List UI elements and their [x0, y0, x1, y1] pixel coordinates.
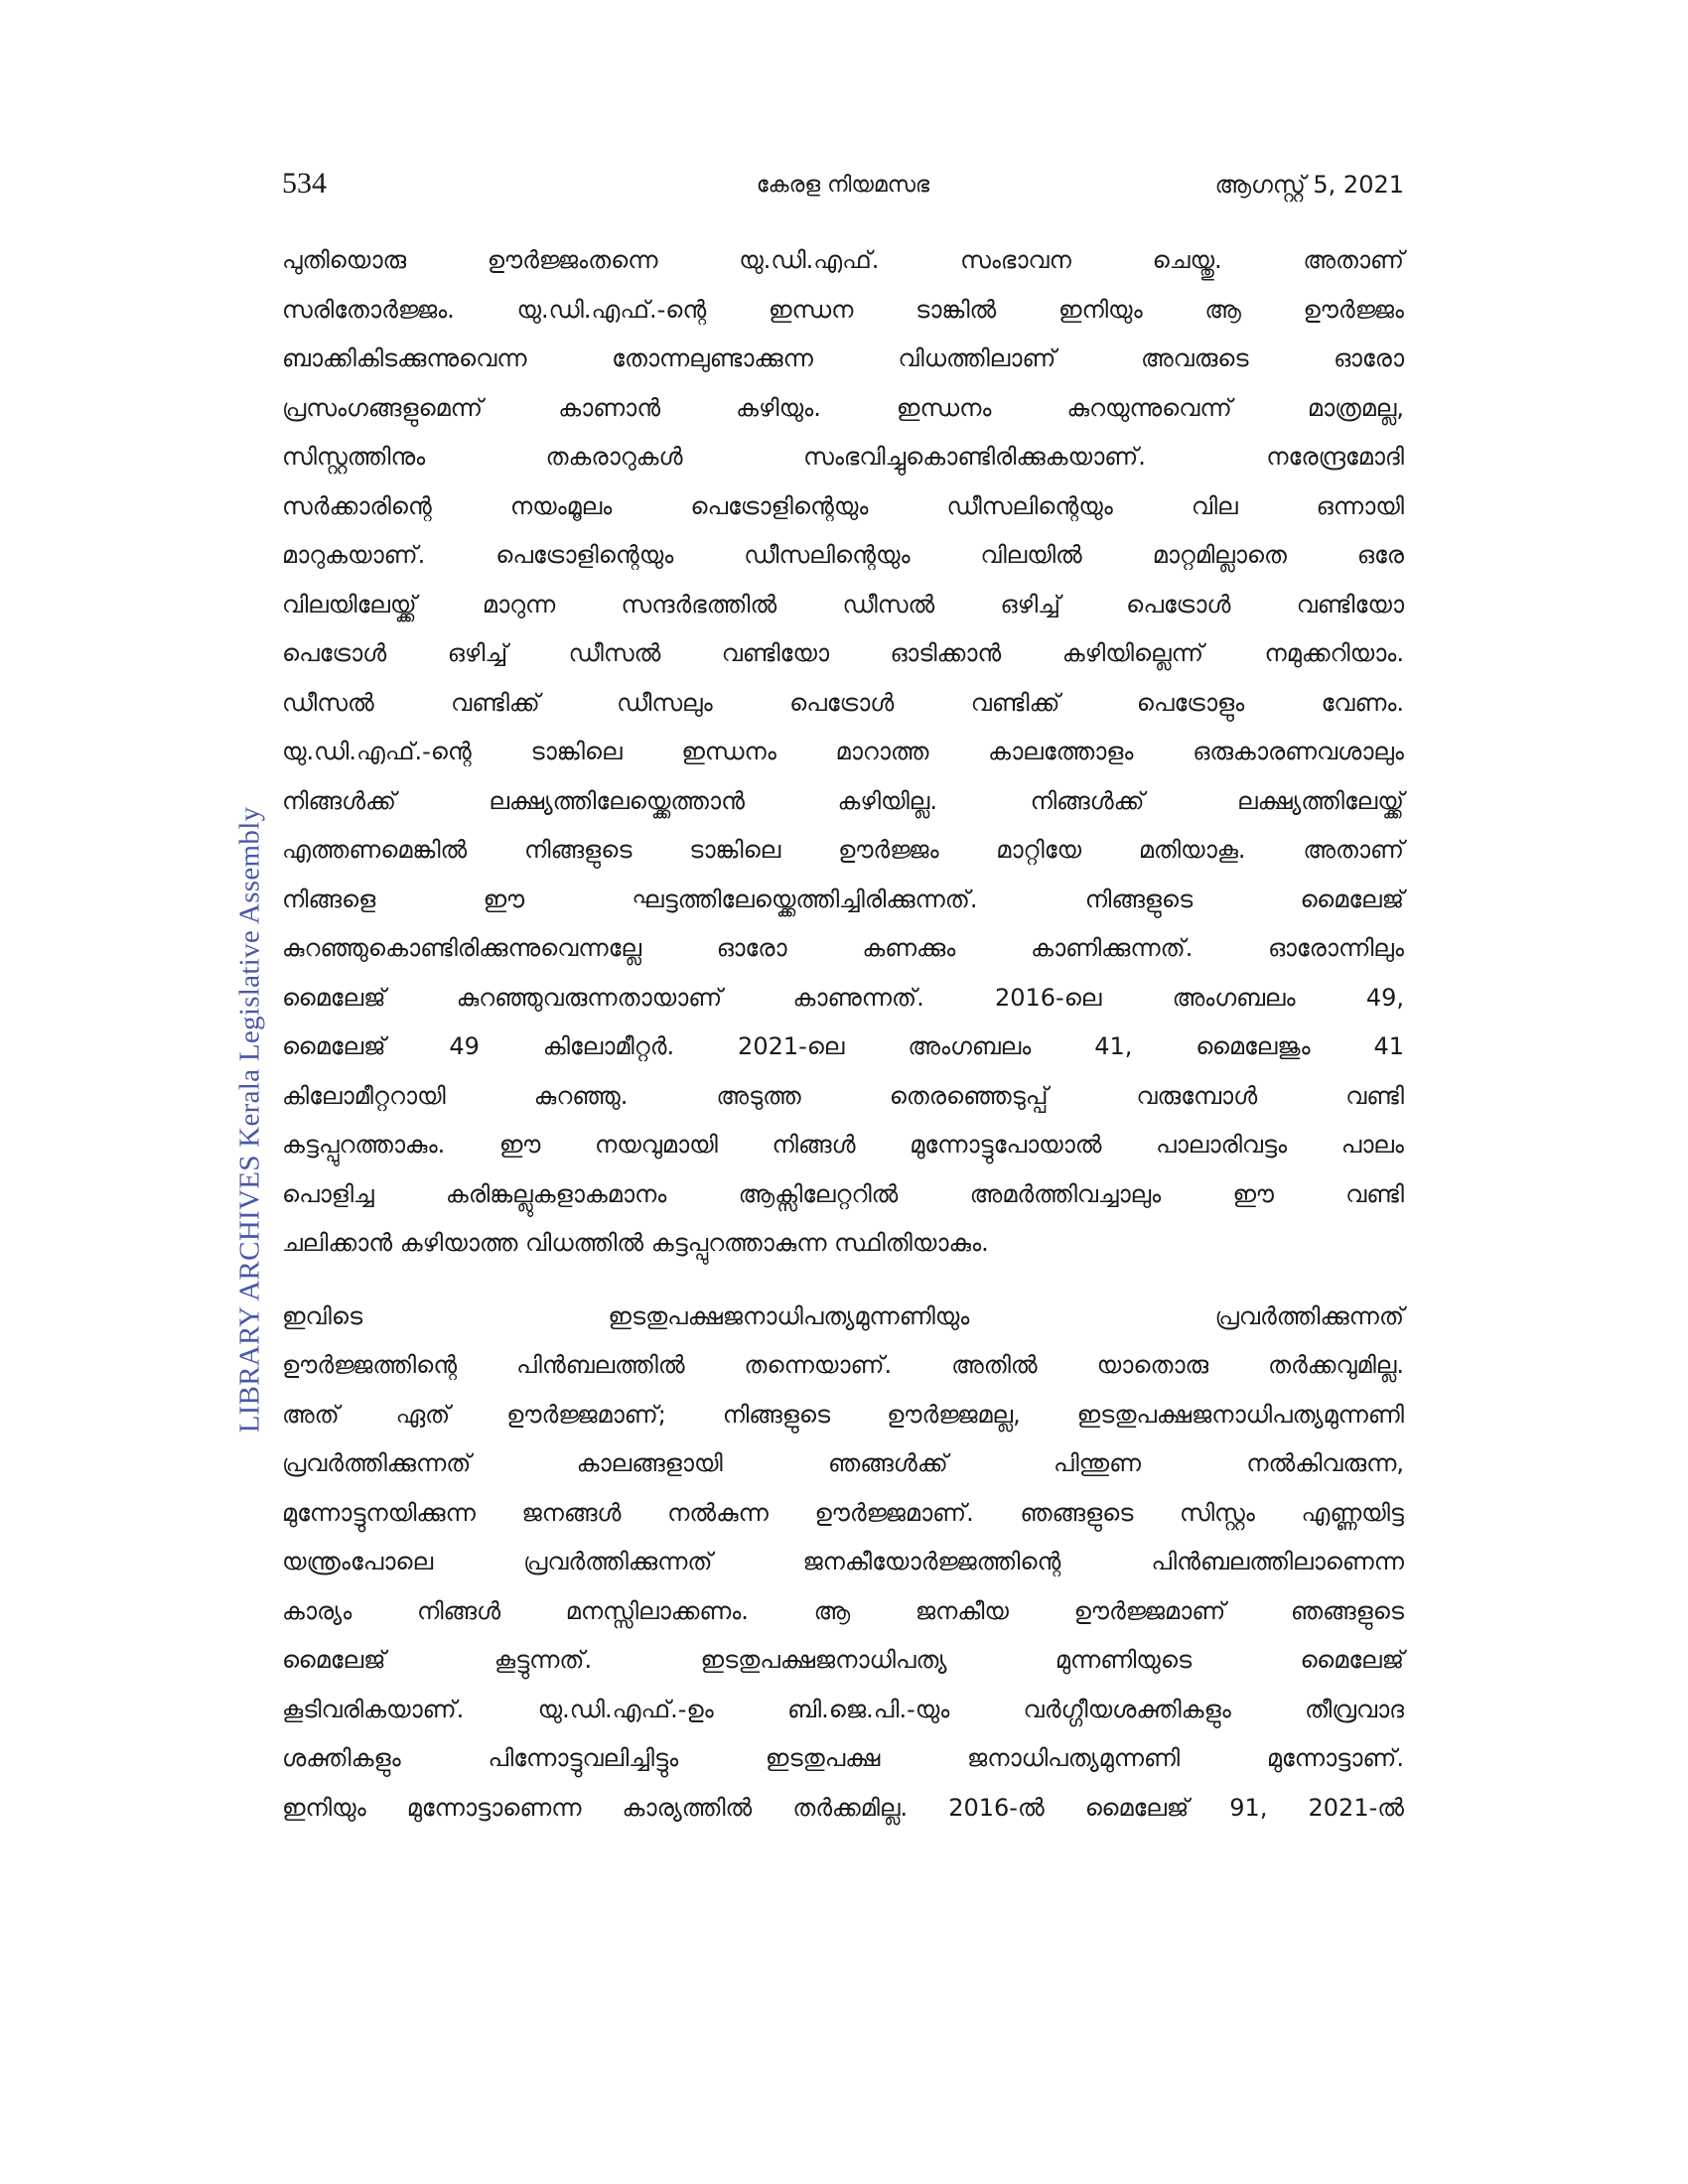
text-line: ഇവിടെ ഇടതുപക്ഷജനാധിപത്യമുന്നണിയും പ്രവർത്തിക്കുന്നത് — [282, 1301, 1404, 1330]
text-line: മൈലേജ് കൂട്ടുന്നത്. ഇടതുപക്ഷജനാധിപത്യ മുന്നണിയുടെ മൈലേജ് — [282, 1646, 1404, 1674]
text-line: പ്രവർത്തിക്കുന്നത് കാലങ്ങളായി ഞങ്ങൾക്ക് പിന്തുണ നൽകിവരുന്ന, — [282, 1449, 1404, 1477]
text-line: ഡീസൽ വണ്ടിക്ക് ഡീസലും പെട്രോൾ വണ്ടിക്ക് പെട്രോളും വേണം. — [282, 688, 1404, 717]
text-line: മാറുകയാണ്. പെട്രോളിന്റെയും ഡീസലിന്റെയും വിലയിൽ മാറ്റമില്ലാതെ ഒരേ — [282, 541, 1404, 569]
text-line: മുന്നോട്ടുനയിക്കുന്ന ജനങ്ങൾ നൽകുന്ന ഊർജ്ജമാണ്. ഞങ്ങളുടെ സിസ്റ്റം എണ്ണയിട്ട — [282, 1498, 1404, 1527]
text-line: കൂടിവരികയാണ്. യു.ഡി.എഫ്.-ഉം ബി.ജെ.പി.-യും വർഗ്ഗീയശക്തികളും തീവ്രവാദ — [282, 1695, 1404, 1723]
text-line: കട്ടപ്പുറത്താകും. ഈ നയവുമായി നിങ്ങൾ മുന്നോട്ടുപോയാൽ പാലാരിവട്ടം പാലം — [282, 1131, 1404, 1159]
text-line: ചലിക്കാൻ കഴിയാത്ത വിധത്തിൽ കട്ടപ്പുറത്താകുന്ന സ്ഥിതിയാകും. — [282, 1229, 989, 1257]
text-line: നിങ്ങൾക്ക് ലക്ഷ്യത്തിലേയ്ക്കെത്താൻ കഴിയില്ല. നിങ്ങൾക്ക് ലക്ഷ്യത്തിലേയ്ക്ക് — [282, 786, 1404, 815]
text-line: സരിതോർജ്ജം. യു.ഡി.എഫ്.-ന്റെ ഇന്ധന ടാങ്കിൽ ഇനിയും ആ ഊർജ്ജം — [282, 295, 1404, 324]
text-line: പുതിയൊരു ഊർജ്ജംതന്നെ യു.ഡി.എഫ്. സംഭാവന ചെയ്തു. അതാണ് — [282, 246, 1404, 274]
paragraph-1 — [282, 236, 1404, 1269]
text-line: ബാക്കികിടക്കുന്നുവെന്ന തോന്നലുണ്ടാക്കുന്ന വിധത്തിലാണ് അവരുടെ ഓരോ — [282, 344, 1404, 372]
text-line: സർക്കാരിന്റെ നയംമൂലം പെട്രോളിന്റെയും ഡീസലിന്റെയും വില ഒന്നായി — [282, 491, 1404, 520]
header-date: ആഗസ്റ്റ് 5, 2021 — [1214, 171, 1404, 199]
paragraph-2 — [282, 1293, 1404, 1834]
text-line: മൈലേജ് 49 കിലോമീറ്റർ. 2021-ലെ അംഗബലം 41, മൈലേജും 41 — [282, 1032, 1404, 1060]
text-line: വിലയിലേയ്ക്ക് മാറുന്ന സന്ദർഭത്തിൽ ഡീസൽ ഒഴിച്ച് പെട്രോൾ വണ്ടിയോ — [282, 590, 1404, 618]
running-title: കേരള നിയമസഭ — [756, 173, 930, 198]
text-line: എത്തണമെങ്കിൽ നിങ്ങളുടെ ടാങ്കിലെ ഊർജ്ജം മാറ്റിയേ മതിയാകൂ. അതാണ് — [282, 836, 1404, 864]
text-line: ശക്തികളും പിന്നോട്ടുവലിച്ചിട്ടും ഇടതുപക്ഷ ജനാധിപത്യമുന്നണി മുന്നോട്ടാണ്. — [282, 1744, 1404, 1772]
text-line: പെട്രോൾ ഒഴിച്ച് ഡീസൽ വണ്ടിയോ ഓടിക്കാൻ കഴിയില്ലെന്ന് നമുക്കറിയാം. — [282, 639, 1404, 667]
text-line: കാര്യം നിങ്ങൾ മനസ്സിലാക്കണം. ആ ജനകീയ ഊർജ്ജമാണ് ഞങ്ങളുടെ — [282, 1596, 1404, 1625]
archive-watermark: LIBRARY ARCHIVES Kerala Legislative Assembly — [233, 806, 266, 1433]
text-line: സിസ്റ്റത്തിനും തകരാറുകൾ സംഭവിച്ചുകൊണ്ടിരിക്കുകയാണ്. നരേന്ദ്രമോദി — [282, 443, 1404, 471]
text-line: പ്രസംഗങ്ങളുമെന്ന് കാണാൻ കഴിയും. ഇന്ധനം കുറയുന്നുവെന്ന് മാത്രമല്ല, — [282, 393, 1404, 422]
text-line: യു.ഡി.എഫ്.-ന്റെ ടാങ്കിലെ ഇന്ധനം മാറാത്ത കാലത്തോളം ഒരുകാരണവശാലും — [282, 738, 1404, 765]
text-line: യന്ത്രംപോലെ പ്രവർത്തിക്കുന്നത് ജനകീയോർജ്ജത്തിന്റെ പിൻബലത്തിലാണെന്ന — [282, 1548, 1404, 1575]
text-line: കുറഞ്ഞുകൊണ്ടിരിക്കുന്നുവെന്നല്ലേ ഓരോ കണക്കും കാണിക്കുന്നത്. ഓരോന്നിലും — [282, 934, 1404, 962]
body-text — [282, 236, 1404, 1833]
page-header — [282, 167, 1404, 214]
text-line: ഊർജ്ജത്തിന്റെ പിൻബലത്തിൽ തന്നെയാണ്. അതിൽ യാതൊരു തർക്കവുമില്ല. — [282, 1351, 1404, 1379]
text-line: അത് ഏത് ഊർജ്ജമാണ്; നിങ്ങളുടെ ഊർജ്ജമല്ല, ഇടതുപക്ഷജനാധിപത്യമുന്നണി — [282, 1400, 1404, 1429]
text-line: ഇനിയും മുന്നോട്ടാണെന്ന കാര്യത്തിൽ തർക്കമില്ല. 2016-ൽ മൈലേജ് 91, 2021-ൽ — [282, 1793, 1404, 1822]
text-line: നിങ്ങളെ ഈ ഘട്ടത്തിലേയ്ക്കെത്തിച്ചിരിക്കുന്നത്. നിങ്ങളുടെ മൈലേജ് — [282, 885, 1404, 913]
text-line: മൈലേജ് കുറഞ്ഞുവരുന്നതായാണ് കാണുന്നത്. 2016-ലെ അംഗബലം 49, — [282, 983, 1404, 1012]
text-line: പൊളിച്ച കരിങ്കല്ലുകളാകമാനം ആക്സിലേറ്ററിൽ അമർത്തിവച്ചാലും ഈ വണ്ടി — [282, 1179, 1404, 1208]
text-line: കിലോമീറ്ററായി കുറഞ്ഞു. അടുത്ത തെരഞ്ഞെടുപ്പ് വരുമ്പോൾ വണ്ടി — [282, 1081, 1404, 1110]
page-number: 534 — [282, 167, 327, 200]
